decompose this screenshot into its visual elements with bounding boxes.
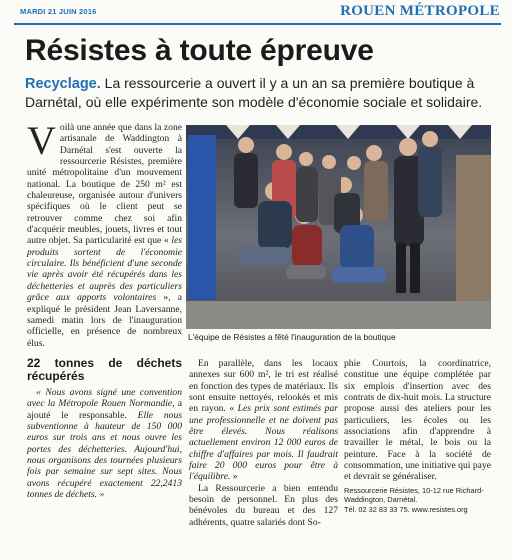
quote-run: « Nous avons signé une convention avec la Métropole Rouen Normandie, — [27, 386, 182, 410]
photo-caption: L'équipe de Résistes a fêté l'inauguration de la boutique — [188, 332, 396, 342]
text-run: a ajouté le responsable. — [27, 398, 182, 421]
standfirst-text: La ressourcerie a ouvert il y a un an sa première boutique à Darnétal, où elle expérimente son modèle d'économie sociale et solidaire. — [25, 75, 483, 110]
column-1 — [27, 118, 182, 500]
page-header — [14, 2, 500, 24]
quote-run: Les prix sont estimés par une professionnelle et ne doivent pas être élevés. Nous réalisons actuellement environ 12 000 euros de chiffre d'affaires par mois. Il faudrait faire 20 000 euros pour être à l'équilibre. — [189, 403, 338, 483]
subheading: 22 tonnes de déchets récupérés — [27, 355, 182, 383]
section-name: ROUEN MÉTROPOLE — [340, 3, 500, 19]
quote-run: les produits sortent de l'économie circulaire. Ils bénéficient d'une seconde vie après avoir été récupérés dans les déchetteries et auprès des particuliers grâce aux apports volontaires — [27, 235, 182, 304]
issue-date: MARDI 21 JUIN 2016 — [20, 7, 97, 16]
quote-run: Elle nous subventionne à hauteur de 150 000 euros sur trois ans et nous ouvre les portes des déchetteries. Aujourd'hui, nous organisons des tournées plusieurs fois par semaine sur sept sites. Nous avons récupéré exactement 22,2413 tonnes de déchets. » — [27, 409, 182, 500]
text-run: », a expliqué le président Jean Laversanne, samedi matin lors de l'inauguration officielle, en présence de nombreux élus. — [27, 292, 182, 349]
team-photo — [186, 125, 491, 329]
kicker: Recyclage. — [25, 76, 101, 92]
drop-cap: V — [27, 118, 56, 163]
contact-info — [344, 486, 491, 515]
paragraph-sorting — [189, 358, 338, 483]
contact-phone-web: Tél. 02 32 83 33 75. www.resistes.org — [344, 504, 468, 514]
text-run: » — [230, 471, 238, 483]
paragraph-quote — [27, 387, 182, 500]
paragraph-staff: La Ressourcerie a bien entendu besoin de personnel. En plus des bénévoles du bureau et des 127 adhérents, quatre salariés dont So- — [189, 482, 338, 528]
text-run: oilà une année que dans la zone artisanale de Waddington à Darnétal s'est ouverte la ressourcerie Résistes, première unité métropolitaine d'un mouvement national. La boutique de 250 m² est chaleureuse, organisée autour d'univers spécifiques où le client peut se retrouver comme chez soi afin d'acquérir meubles, jouets, livres et tout autre objet. Sa particularité est que « — [27, 122, 182, 247]
header-rule — [14, 23, 501, 25]
paragraph-team: phie Courtois, la coordinatrice, constitue une équipe complétée par six emplois d'insertion avec des contrats de dix-huit mois. La structure propose aussi des ateliers pour les particuliers, les écoles ou les associations afin d'apprendre à travailler le métal, le bois ou la peinture. Face à la société de consommation, une initiative qui paye et devrait se généraliser. — [344, 358, 491, 483]
text-run: En parallèle, dans les locaux annexes sur 600 m², le tri est réalisé en fonction des types de matériaux. Ils sont ensuite nettoyés, relookés et mis en rayon. « — [189, 358, 338, 415]
column-2 — [189, 358, 338, 528]
article-standfirst — [25, 75, 490, 111]
contact-address: Ressourcerie Résistes, 10-12 rue Richard-Waddington, Darnétal. — [344, 485, 484, 505]
article-headline: Résistes à toute épreuve — [25, 34, 374, 67]
paragraph-intro — [27, 118, 182, 349]
column-3 — [344, 358, 491, 515]
